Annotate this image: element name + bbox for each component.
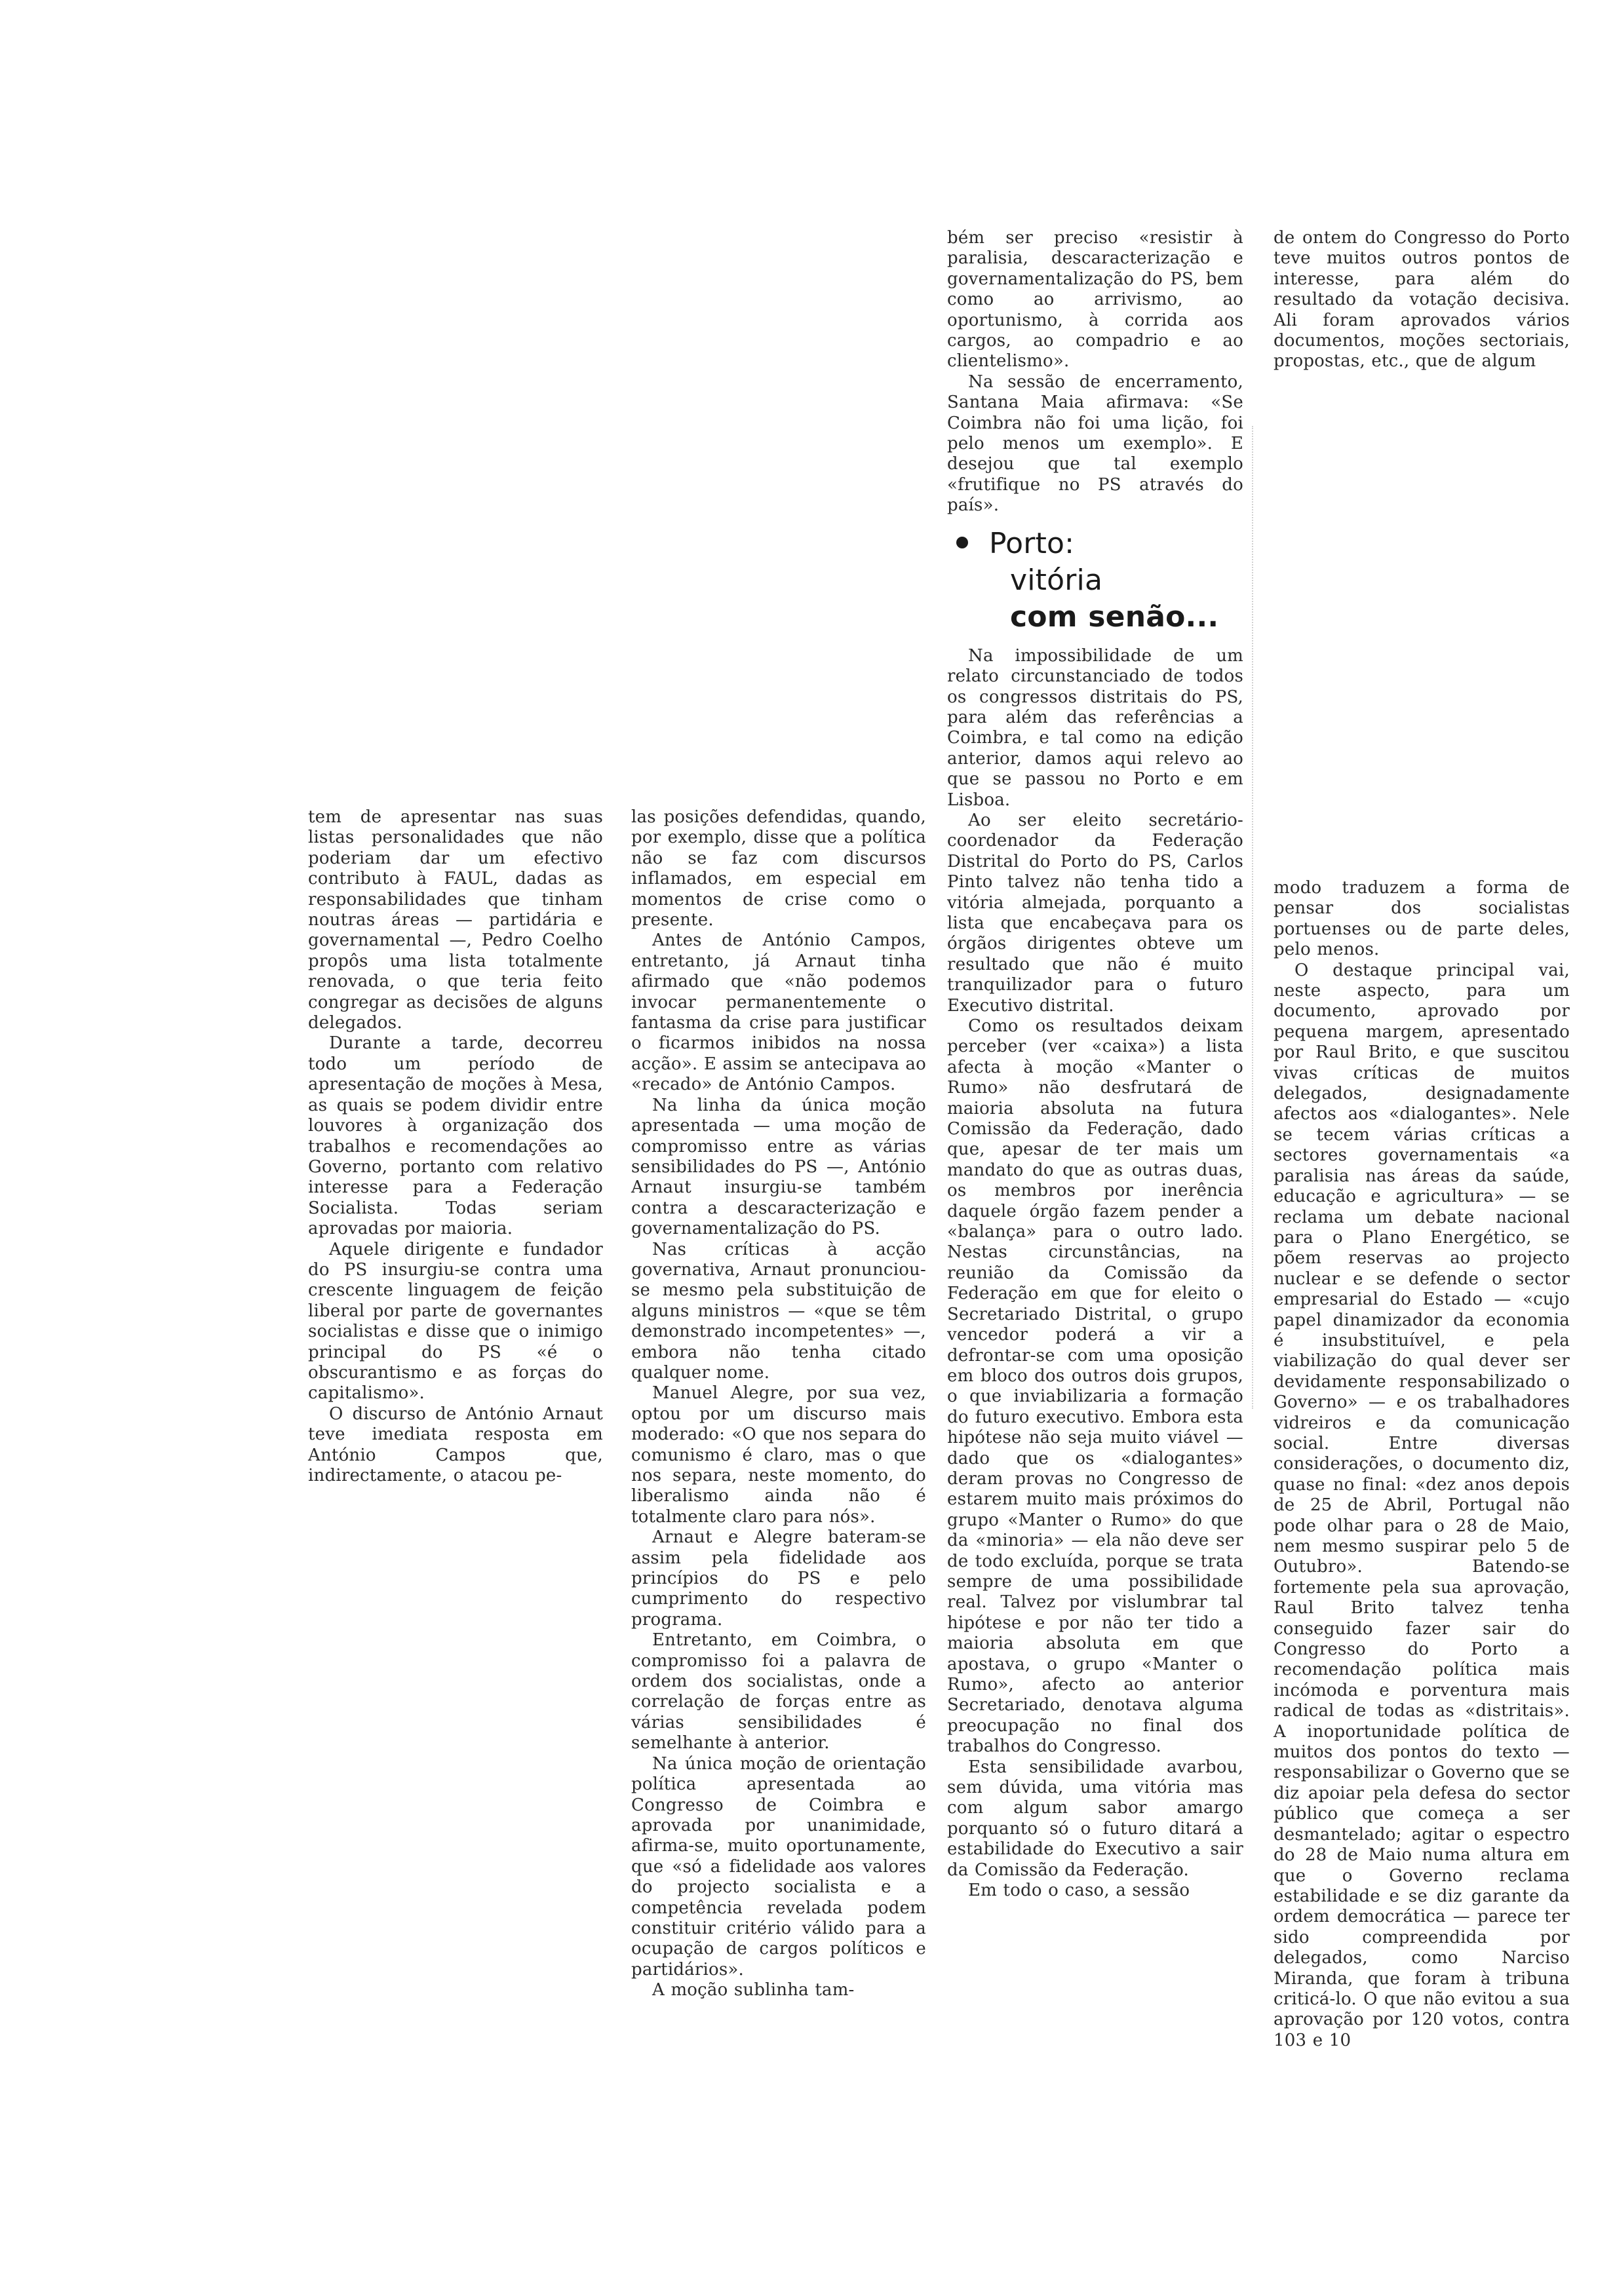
paragraph: O discurso de António Arnaut teve imediata resposta em António Campos que, indirectamente, o atacou pe- — [308, 1404, 603, 1485]
paragraph: Na linha da única moção apresentada — uma moção de compromisso entre as várias sensibilidades do PS —, António Arnaut insurgiu-se também contra a descaracterização e governamentalização do PS. — [631, 1095, 926, 1239]
section-heading — [947, 526, 1243, 636]
paragraph: Na sessão de encerramento, Santana Maia afirmava: «Se Coimbra não foi uma lição, foi pelo menos um exemplo». E desejou que tal exemplo «frutifique no PS através do país». — [947, 372, 1243, 516]
article-column-4-top — [1274, 228, 1570, 372]
article-column-1 — [308, 807, 603, 1486]
bullet-icon — [956, 537, 968, 548]
paragraph: A moção sublinha tam- — [652, 1980, 855, 2000]
article-column-2 — [631, 807, 926, 2001]
paragraph: Manuel Alegre, por sua vez, optou por um discurso mais moderado: «O que nos separa do comunismo é claro, mas o que nos separa, neste momento, do liberalismo ainda não é totalmente claro para nós». — [631, 1383, 926, 1527]
paragraph: Aquele dirigente e fundador do PS insurgiu-se contra uma crescente linguagem de feição liberal por parte de governantes socialistas e disse que o inimigo principal do PS «é o obscurantismo e as forças do capitalismo». — [308, 1239, 603, 1404]
paragraph: modo traduzem a forma de pensar dos socialistas portuenses ou de parte deles, pelo menos. — [1274, 878, 1570, 960]
paragraph: Ao ser eleito secretário-coordenador da Federação Distrital do Porto do PS, Carlos Pinto talvez não tenha tido a vitória almejada, porquanto a lista que encabeçava para os órgãos dirigentes obteve um resultado que não é muito tranquilizador para o futuro Executivo distrital. — [947, 810, 1243, 1016]
paragraph: Antes de António Campos, entretanto, já Arnaut tinha afirmado que «não podemos invocar permanentemente o fantasma da crise para justificar o ficarmos inibidos na nossa acção». E assim se antecipava ao «recado» de António Campos. — [631, 930, 926, 1095]
heading-line: Porto: — [989, 526, 1075, 560]
paragraph: Na impossibilidade de um relato circunstanciado de todos os congressos distritais do PS, para além das referências a Coimbra, e tal como na edição anterior, damos aqui relevo ao que se passou no Porto e em Lisboa. — [947, 645, 1243, 810]
paragraph: O destaque principal vai, neste aspecto, para um documento, aprovado por pequena margem, apresentado por Raul Brito, e que suscitou vivas críticas de muitos delegados, designadamente afectos aos «dialogantes». Nele se tecem várias críticas a sectores governamentais «a paralisia nas áreas da saúde, educação e agricultura» — se reclama um debate nacional para o Plano Energético, se põem reservas ao projecto nuclear e se defende o sector empresarial do Estado — «cujo papel dinamizador da economia é insubstituível, e pela viabilização do qual dever ser devidamente responsabilizado o Governo» — e os trabalhadores vidreiros e da comunicação social. Entre diversas considerações, o documento diz, quase no final: «dez anos depois de 25 de Abril, Portugal não pode olhar para o 28 de Maio, nem mesmo suspirar pelo 5 de Outubro». Batendo-se fortemente pela sua aprovação, Raul Brito talvez tenha conseguido fazer sair do Congresso do Porto a recomendação política mais incómoda e porventura mais radical de todas as «distritais». A inoportunidade política de muitos dos pontos do texto — responsabilizar o Governo que se diz apoiar pela defesa do sector público que começa a ser desmantelado; agitar o espectro do 28 de Maio numa altura em que o Governo reclama estabilidade e se diz garante da ordem democrática — parece ter sido compreendida por delegados, como Narciso Miranda, que foram à tribuna criticá-lo. O que não evitou a sua aprovação por 120 votos, contra 103 e 10 — [1274, 960, 1570, 2050]
paragraph: tem de apresentar nas suas listas personalidades que não poderiam dar um efectivo contributo à FAUL, dadas as responsabilidades que tinham noutras áreas — partidária e governamental —, Pedro Coelho propôs uma lista totalmente renovada, o que teria feito congregar as decisões de alguns delegados. — [308, 807, 603, 1033]
paragraph: Esta sensibilidade avarbou, sem dúvida, uma vitória mas com algum sabor amargo porquanto só o futuro ditará a estabilidade do Executivo a sair da Comissão da Federação. — [947, 1757, 1243, 1880]
paragraph: las posições defendidas, quando, por exemplo, disse que a política não se faz com discursos inflamados, em especial em momentos de crise como o presente. — [631, 807, 926, 930]
paragraph: Em todo o caso, a sessão — [968, 1881, 1190, 1901]
paragraph: Arnaut e Alegre bateram-se assim pela fidelidade aos princípios do PS e pelo cumprimento do respectivo programa. — [631, 1527, 926, 1630]
heading-line: com senão... — [1010, 600, 1219, 634]
paragraph: Entretanto, em Coimbra, o compromisso foi a palavra de ordem dos socialistas, onde a correlação de forças entre as várias sensibilidades é semelhante à anterior. — [631, 1630, 926, 1753]
article-column-4-bottom — [1274, 878, 1570, 2051]
paragraph: de ontem do Congresso do Porto teve muitos outros pontos de interesse, para além do resultado da votação decisiva. Ali foram aprovados vários documentos, moções sectoriais, propostas, etc., que de algum — [1274, 228, 1570, 372]
article-column-3 — [947, 228, 1243, 1901]
paragraph: Nas críticas à acção governativa, Arnaut pronunciou-se mesmo pela substituição de alguns ministros — «que se têm demonstrado incompetentes» —, embora não tenha citado qualquer nome. — [631, 1239, 926, 1383]
paragraph: bém ser preciso «resistir à paralisia, descaracterização e governamentalização do PS, bem como ao arrivismo, ao oportunismo, à corrida aos cargos, ao compadrio e ao clientelismo». — [947, 228, 1243, 372]
column-rule — [1252, 426, 1258, 1409]
paragraph: Na única moção de orientação política apresentada ao Congresso de Coimbra e aprovada por unanimidade, afirma-se, muito oportunamente, que «só a fidelidade aos valores do projecto socialista e a competência revelada podem constituir critério válido para a ocupação de cargos políticos e partidários». — [631, 1753, 926, 1980]
heading-line: vitória — [1010, 563, 1103, 597]
paragraph: Como os resultados deixam perceber (ver «caixa») a lista afecta à moção «Manter o Rumo» não desfrutará de maioria absoluta na futura Comissão da Federação, dado que, apesar de ter mais um mandato do que as outras duas, os membros por inerência daquele órgão fazem pender a «balança» para o outro lado. Nestas circunstâncias, na reunião da Comissão da Federação em que for eleito o Secretariado Distrital, o grupo vencedor poderá a vir a defrontar-se com uma oposição em bloco dos outros dois grupos, o que inviabilizaria a formação do futuro executivo. Embora esta hipótese não seja muito viável — dado que os «dialogantes» deram provas no Congresso de estarem muito mais próximos do grupo «Manter o Rumo» do que da «minoria» — ela não deve ser de todo excluída, porque se trata sempre de uma possibilidade real. Talvez por vislumbrar tal hipótese e por não ter tido a maioria absoluta em que apostava, o grupo «Manter o Rumo», afecto ao anterior Secretariado, denotava alguma preocupação no final dos trabalhos do Congresso. — [947, 1016, 1243, 1757]
paragraph: Durante a tarde, decorreu todo um período de apresentação de moções à Mesa, as quais se podem dividir entre louvores à organização dos trabalhos e recomendações ao Governo, portanto com relativo interesse para a Federação Socialista. Todas seriam aprovadas por maioria. — [308, 1033, 603, 1239]
